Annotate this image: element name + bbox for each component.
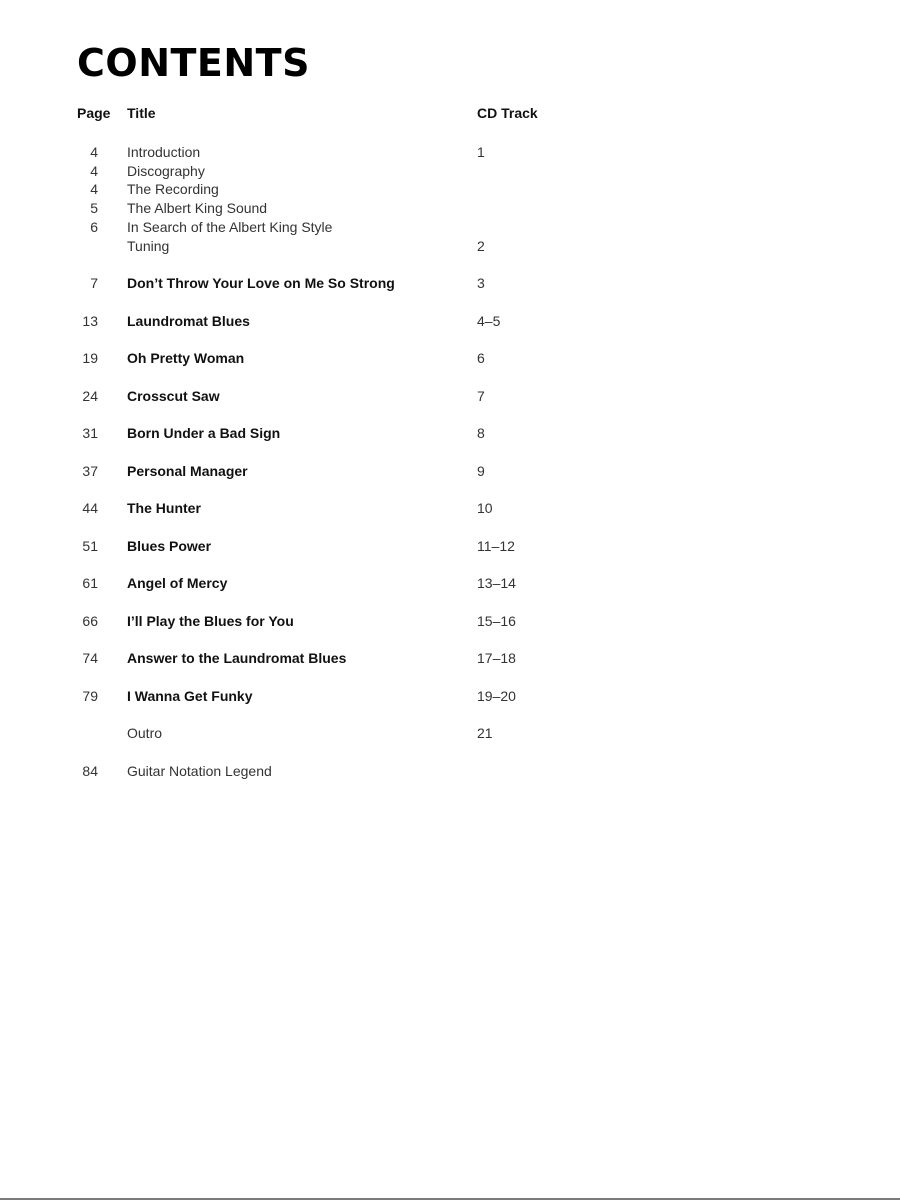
entry-title: I’ll Play the Blues for You bbox=[127, 613, 294, 629]
entry-cd-track: 10 bbox=[477, 500, 493, 516]
entry-title: Discography bbox=[127, 163, 205, 179]
entry-title: Oh Pretty Woman bbox=[127, 350, 245, 366]
list-item bbox=[0, 312, 900, 331]
list-item bbox=[0, 387, 900, 406]
entry-title: In Search of the Albert King Style bbox=[127, 219, 333, 235]
entry-title: Don’t Throw Your Love on Me So Strong bbox=[127, 275, 395, 291]
list-item bbox=[0, 574, 900, 593]
entry-cd-track: 4–5 bbox=[477, 313, 501, 329]
list-item bbox=[0, 724, 900, 743]
entry-cd-track: 19–20 bbox=[477, 688, 516, 704]
list-item bbox=[0, 762, 900, 781]
list-item bbox=[0, 462, 900, 481]
entry-cd-track: 2 bbox=[477, 238, 485, 254]
entry-page-number: 51 bbox=[82, 538, 98, 554]
entry-page-number: 19 bbox=[82, 350, 98, 366]
column-header-cd-track: CD Track bbox=[477, 105, 538, 121]
entry-title: I Wanna Get Funky bbox=[127, 688, 253, 704]
entry-page-number: 4 bbox=[90, 181, 98, 197]
list-item bbox=[0, 424, 900, 443]
entry-title: The Recording bbox=[127, 181, 219, 197]
entry-page-number: 44 bbox=[82, 500, 98, 516]
list-item bbox=[0, 237, 900, 256]
entry-page-number: 31 bbox=[82, 425, 98, 441]
entry-title: Personal Manager bbox=[127, 463, 248, 479]
entry-page-number: 4 bbox=[90, 163, 98, 179]
entry-cd-track: 8 bbox=[477, 425, 485, 441]
entry-page-number: 13 bbox=[82, 313, 98, 329]
entry-page-number: 5 bbox=[90, 200, 98, 216]
entry-title: Answer to the Laundromat Blues bbox=[127, 650, 347, 666]
list-item bbox=[0, 274, 900, 293]
entry-page-number: 74 bbox=[82, 650, 98, 666]
entry-title: Guitar Notation Legend bbox=[127, 763, 272, 779]
entry-page-number: 66 bbox=[82, 613, 98, 629]
list-item bbox=[0, 649, 900, 668]
entry-page-number: 4 bbox=[90, 144, 98, 160]
list-item bbox=[0, 199, 900, 218]
entry-cd-track: 15–16 bbox=[477, 613, 516, 629]
list-item bbox=[0, 162, 900, 181]
list-item bbox=[0, 612, 900, 631]
entry-page-number: 84 bbox=[82, 763, 98, 779]
entry-title: The Hunter bbox=[127, 500, 201, 516]
entry-title: Outro bbox=[127, 725, 163, 741]
entry-cd-track: 11–12 bbox=[477, 538, 515, 554]
entry-page-number: 79 bbox=[82, 688, 98, 704]
entry-page-number: 37 bbox=[82, 463, 98, 479]
entry-title: Laundromat Blues bbox=[127, 313, 250, 329]
entry-page-number: 24 bbox=[82, 388, 98, 404]
entry-page-number: 7 bbox=[90, 275, 98, 291]
entry-cd-track: 7 bbox=[477, 388, 485, 404]
list-item bbox=[0, 143, 900, 162]
entry-title: Crosscut Saw bbox=[127, 388, 220, 404]
entry-title: Blues Power bbox=[127, 538, 212, 554]
entry-cd-track: 17–18 bbox=[477, 650, 516, 666]
column-header-page: Page bbox=[77, 105, 111, 121]
entry-cd-track: 13–14 bbox=[477, 575, 516, 591]
entry-cd-track: 1 bbox=[477, 144, 485, 160]
list-item bbox=[0, 180, 900, 199]
page-title: CONTENTS bbox=[77, 41, 310, 85]
list-item bbox=[0, 499, 900, 518]
list-item bbox=[0, 349, 900, 368]
entry-title: Introduction bbox=[127, 144, 201, 160]
entry-cd-track: 9 bbox=[477, 463, 485, 479]
entry-title: Angel of Mercy bbox=[127, 575, 228, 591]
list-item bbox=[0, 218, 900, 237]
entry-title: The Albert King Sound bbox=[127, 200, 268, 216]
entry-title: Tuning bbox=[127, 238, 170, 254]
list-item bbox=[0, 687, 900, 706]
entry-cd-track: 6 bbox=[477, 350, 485, 366]
entry-title: Born Under a Bad Sign bbox=[127, 425, 281, 441]
entry-cd-track: 21 bbox=[477, 725, 493, 741]
entry-page-number: 61 bbox=[82, 575, 98, 591]
column-header-title: Title bbox=[127, 105, 156, 121]
entry-page-number: 6 bbox=[90, 219, 98, 235]
entry-cd-track: 3 bbox=[477, 275, 485, 291]
list-item bbox=[0, 537, 900, 556]
